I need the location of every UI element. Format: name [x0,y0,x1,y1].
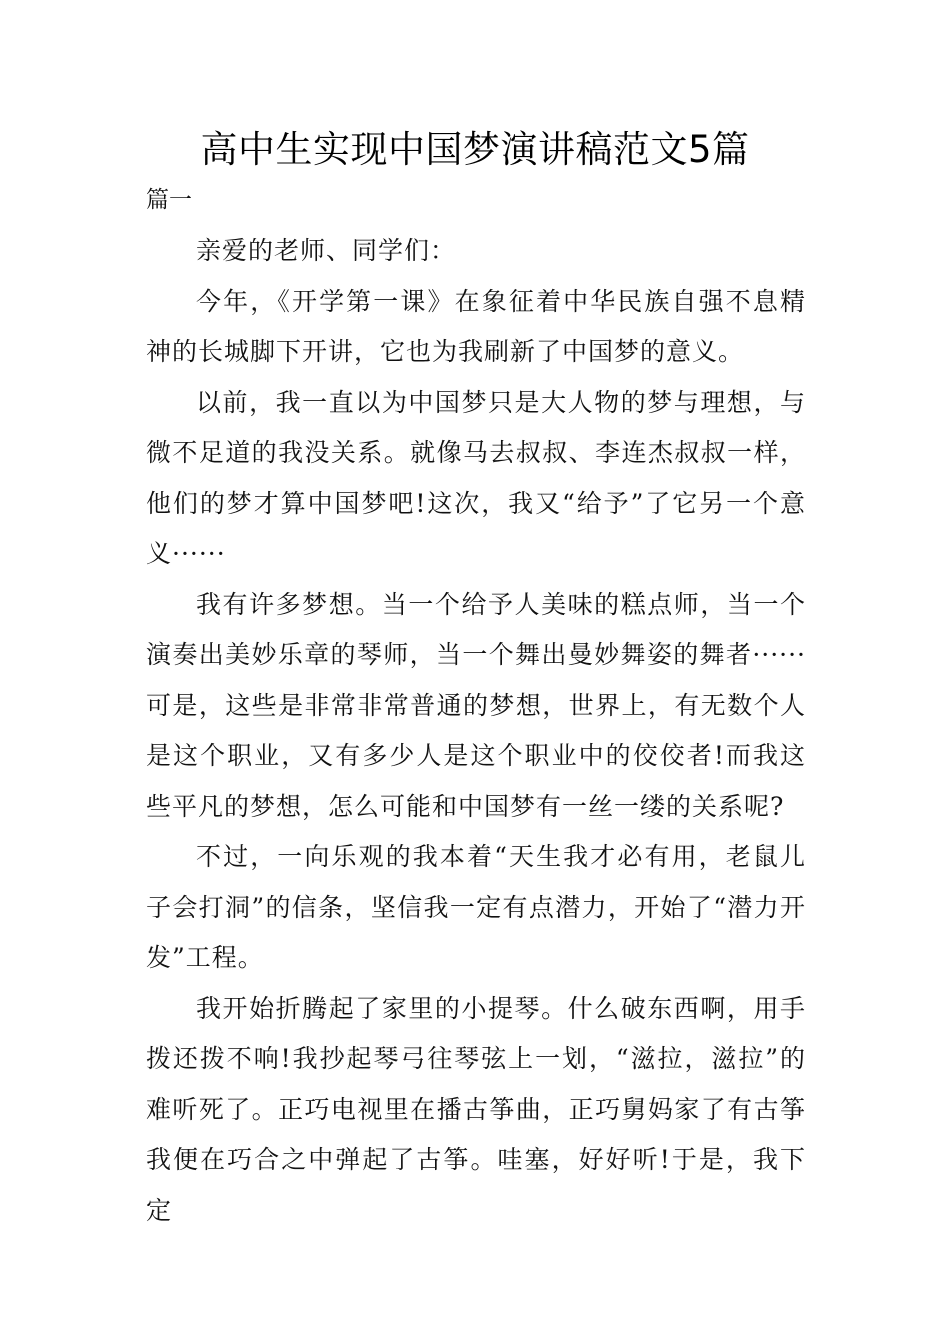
paragraph-greeting: 亲爱的老师、同学们： [196,236,457,265]
document-title: 高中生实现中国梦演讲稿范文5篇 [200,128,750,171]
document-body [146,226,806,1236]
paragraph: 以前，我一直以为中国梦只是大人物的梦与理想，与微不足道的我没关系。就像马去叔叔、李连杰叔叔一样，他们的梦才算中国梦吧!这次，我又“给予”了它另一个意义······ [146,387,806,568]
section-label: 篇一 [146,187,192,213]
paragraph: 今年，《开学第一课》在象征着中华民族自强不息精神的长城脚下开讲，它也为我刷新了中国梦的意义。 [146,286,806,366]
paragraph: 我有许多梦想。当一个给予人美味的糕点师，当一个演奏出美妙乐章的琴师，当一个舞出曼妙舞姿的舞者······可是，这些是非常非常普通的梦想，世界上，有无数个人是这个职业，又有多少人是这个职业中的佼佼者!而我这些平凡的梦想，怎么可能和中国梦有一丝一缕的关系呢? [146,589,806,821]
paragraph: 我开始折腾起了家里的小提琴。什么破东西啊，用手拨还拨不响!我抄起琴弓往琴弦上一划，“滋拉，滋拉”的难听死了。正巧电视里在播古筝曲，正巧舅妈家了有古筝我便在巧合之中弹起了古筝。哇塞，好好听!于是，我下定 [146,993,806,1225]
paragraph: 不过，一向乐观的我本着“天生我才必有用，老鼠儿子会打洞”的信条，坚信我一定有点潜力，开始了“潜力开发”工程。 [146,842,806,972]
